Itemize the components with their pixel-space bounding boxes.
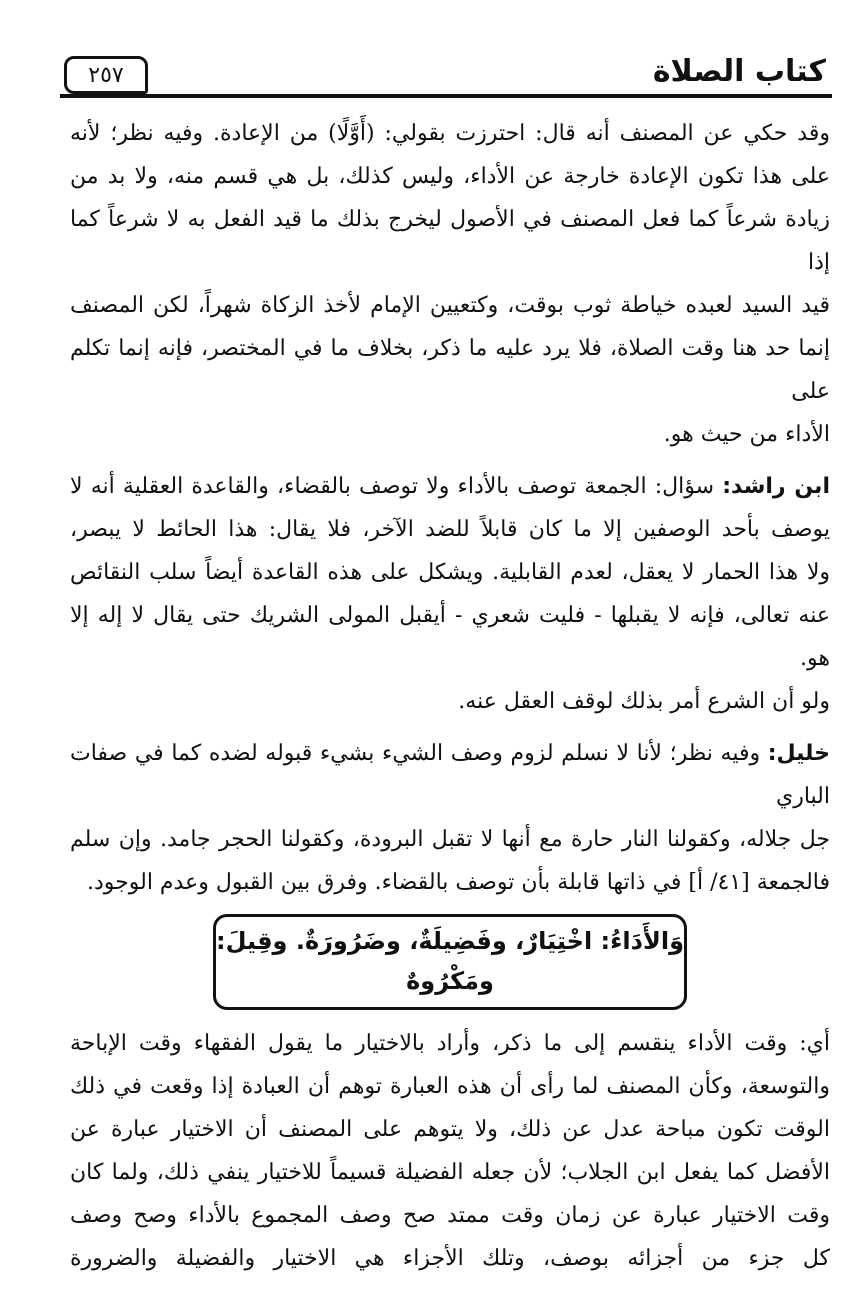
paragraph-1 bbox=[70, 112, 830, 456]
text-line: قيد السيد لعبده خياطة ثوب بوقت، وكتعيين الإمام لأخذ الزكاة شهراً، لكن المصنف bbox=[70, 293, 830, 318]
text-line: وقت الاختيار عبارة عن زمان وقت ممتد صح وصف المجموع بالأداء وصح وصف bbox=[70, 1203, 830, 1228]
text-line: على هذا تكون الإعادة خارجة عن الأداء، وليس كذلك، بل هي قسم منه، ولا بد من bbox=[70, 164, 830, 189]
text-line: إنما حد هنا وقت الصلاة، فلا يرد عليه ما ذكر، بخلاف ما في المختصر، فإنه إنما تكلم على bbox=[70, 336, 830, 404]
text-line bbox=[70, 732, 830, 818]
speaker-name: خليل: bbox=[767, 741, 830, 766]
chapter-title: كتاب الصلاة bbox=[652, 54, 826, 89]
text-run: سؤال: الجمعة توصف بالأداء ولا توصف بالقضاء، والقاعدة العقلية أنه لا bbox=[70, 474, 723, 499]
text-line: ولو أن الشرع أمر بذلك لوقف العقل عنه. bbox=[458, 689, 830, 714]
body-text bbox=[70, 112, 830, 1280]
paragraph-4 bbox=[70, 1022, 830, 1280]
page-number: ٢٥٧ bbox=[64, 56, 148, 94]
text-line: جل جلاله، وكقولنا النار حارة مع أنها لا تقبل البرودة، وكقولنا الحجر جامد. وإن سلم bbox=[70, 827, 830, 852]
text-line bbox=[70, 465, 830, 508]
header-rule bbox=[60, 94, 832, 98]
paragraph-2 bbox=[70, 465, 830, 723]
text-line: عنه تعالى، فإنه لا يقبلها - فليت شعري - أيقبل المولى الشريك حتى يقال لا إله إلا هو. bbox=[70, 603, 830, 671]
text-line: زيادة شرعاً كما فعل المصنف في الأصول ليخرج بذلك ما قيد الفعل به لا شرعاً كما إذا bbox=[70, 207, 831, 275]
text-line: كل جزء من أجزائه بوصف، وتلك الأجزاء هي الاختيار والفضيلة والضرورة bbox=[70, 1246, 830, 1271]
text-line: وقد حكي عن المصنف أنه قال: احترزت بقولي: (أَوَّلًا) من الإعادة. وفيه نظر؛ لأنه bbox=[70, 121, 830, 146]
page-header bbox=[60, 52, 830, 96]
text-line: الأداء من حيث هو. bbox=[663, 422, 830, 447]
text-line: الأفضل كما يفعل ابن الجلاب؛ لأن جعله الفضيلة قسيماً للاختيار ينفي ذلك، ولما كان bbox=[70, 1160, 830, 1185]
speaker-name: ابن راشد: bbox=[722, 474, 830, 499]
text-run: وفيه نظر؛ لأنا لا نسلم لزوم وصف الشيء بشيء قبوله لضده كما في صفات الباري bbox=[70, 741, 830, 809]
matn-box: وَالأَدَاءُ: اخْتِيَارٌ، وفَضِيلَةٌ، وضَرُورَةٌ. وقِيلَ: ومَكْرُوهٌ bbox=[213, 914, 687, 1010]
text-line: والتوسعة، وكأن المصنف لما رأى أن هذه العبارة توهم أن العبادة إذا وقعت في ذلك bbox=[70, 1074, 830, 1099]
text-line: أي: وقت الأداء ينقسم إلى ما ذكر، وأراد بالاختيار ما يقول الفقهاء وقت الإباحة bbox=[70, 1031, 830, 1056]
text-line: فالجمعة [٤١/ أ] في ذاتها قابلة بأن توصف بالقضاء. وفرق بين القبول وعدم الوجود. bbox=[87, 870, 830, 895]
text-line: ولا هذا الحمار لا يعقل، لعدم القابلية. ويشكل على هذه القاعدة أيضاً سلب النقائص bbox=[70, 560, 830, 585]
paragraph-3 bbox=[70, 732, 830, 904]
text-line: الوقت تكون مباحة عدل عن ذلك، ولا يتوهم على المصنف أن الاختيار عبارة عن bbox=[70, 1117, 830, 1142]
text-line: يوصف بأحد الوصفين إلا ما كان قابلاً للضد الآخر، فلا يقال: هذا الحائط لا يبصر، bbox=[70, 517, 830, 542]
